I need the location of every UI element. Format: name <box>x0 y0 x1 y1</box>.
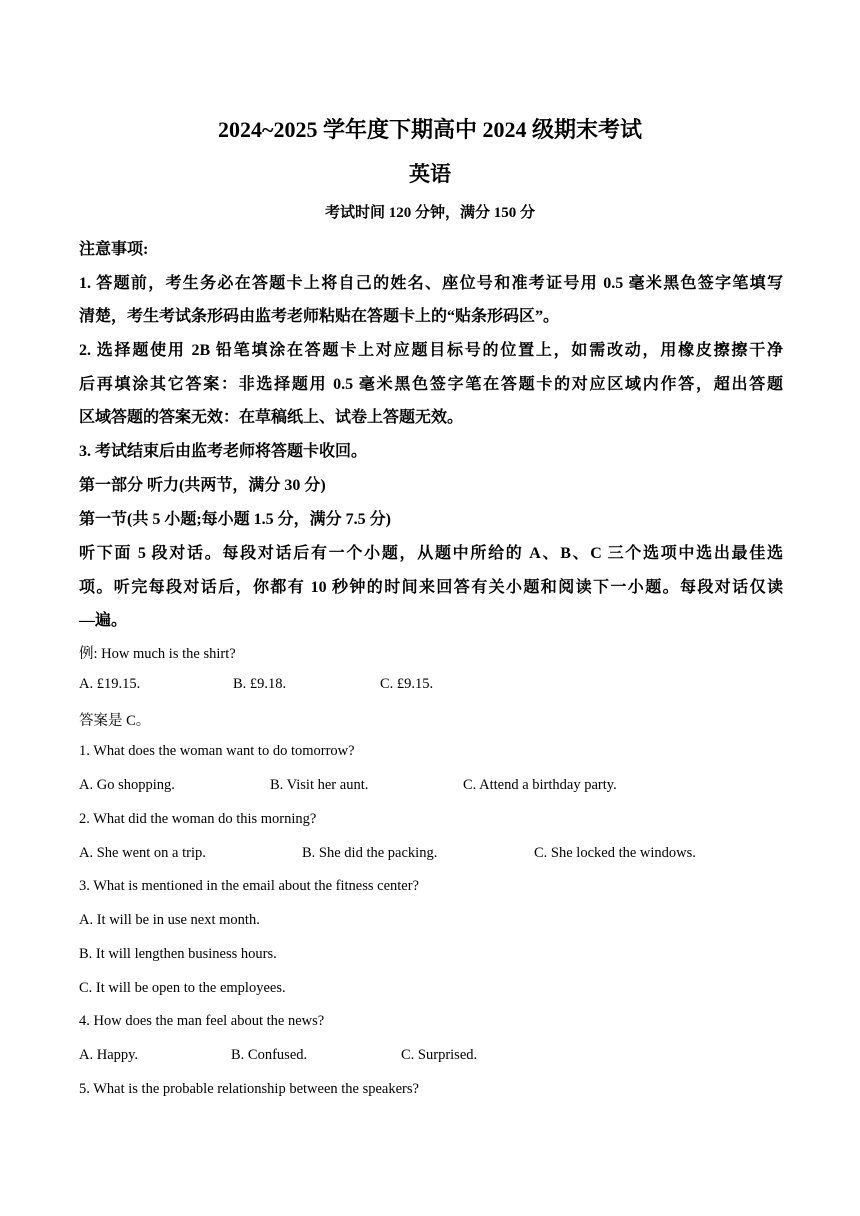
example-option-c: C. £9.15. <box>380 676 434 692</box>
option-c: C. Surprised. <box>401 1047 478 1063</box>
option-b: B. Visit her aunt. <box>270 777 369 793</box>
example-question: 例: How much is the shirt? <box>79 646 236 662</box>
example-answer: 答案是 C。 <box>79 713 151 729</box>
notice-heading: 注意事项: <box>79 241 149 258</box>
question-stem: 4. How does the man feel about the news? <box>79 1013 325 1029</box>
option-b: B. She did the packing. <box>302 845 438 861</box>
option-a: A. Happy. <box>79 1047 139 1063</box>
option-a: A. Go shopping. <box>79 777 175 793</box>
question-stem: 3. What is mentioned in the email about the fitness center? <box>79 878 419 894</box>
option-c: C. Attend a birthday party. <box>463 777 617 793</box>
example-option-b: B. £9.18. <box>233 676 287 692</box>
notice-line: 区域答题的答案无效：在草稿纸上、试卷上答题无效。 <box>79 409 464 426</box>
option-b: B. Confused. <box>231 1047 308 1063</box>
question-stem: 1. What does the woman want to do tomorrow? <box>79 743 355 759</box>
notice-line: 1. 答题前，考生务必在答题卡上将自己的姓名、座位号和准考证号用 0.5 毫米黑色签字笔填写 <box>79 275 783 292</box>
notice-line: 3. 考试结束后由监考老师将答题卡收回。 <box>79 443 368 460</box>
option-b: B. It will lengthen business hours. <box>79 946 277 962</box>
option-a: A. It will be in use next month. <box>79 912 260 928</box>
option-a: A. She went on a trip. <box>79 845 206 861</box>
instruction-line: —遍。 <box>79 612 128 629</box>
part1-heading: 第一部分 听力(共两节，满分 30 分) <box>79 477 326 494</box>
notice-line: 后再填涂其它答案：非选择题用 0.5 毫米黑色签字笔在答题卡的对应区域内作答，超出答题 <box>79 376 783 393</box>
question-stem: 2. What did the woman do this morning? <box>79 811 317 827</box>
section1-heading: 第一节(共 5 小题;每小题 1.5 分，满分 7.5 分) <box>79 511 391 528</box>
instruction-line: 听下面 5 段对话。每段对话后有一个小题，从题中所给的 A、B、C 三个选项中选出最佳选 <box>79 545 783 562</box>
question-stem: 5. What is the probable relationship between the speakers? <box>79 1081 419 1097</box>
notice-line: 清楚，考生考试条形码由监考老师粘贴在答题卡上的“贴条形码区”。 <box>79 308 560 325</box>
instruction-line: 项。听完每段对话后，你都有 10 秒钟的时间来回答有关小题和阅读下一小题。每段对话仅读 <box>79 579 783 596</box>
exam-title: 2024~2025 学年度下期高中 2024 级期末考试 <box>218 117 642 142</box>
option-c: C. It will be open to the employees. <box>79 980 286 996</box>
notice-line: 2. 选择题使用 2B 铅笔填涂在答题卡上对应题目标号的位置上，如需改动，用橡皮擦擦干净 <box>79 342 783 359</box>
example-option-a: A. £19.15. <box>79 676 141 692</box>
subject-title: 英语 <box>409 162 451 186</box>
exam-info: 考试时间 120 分钟，满分 150 分 <box>324 205 535 221</box>
option-c: C. She locked the windows. <box>534 845 696 861</box>
